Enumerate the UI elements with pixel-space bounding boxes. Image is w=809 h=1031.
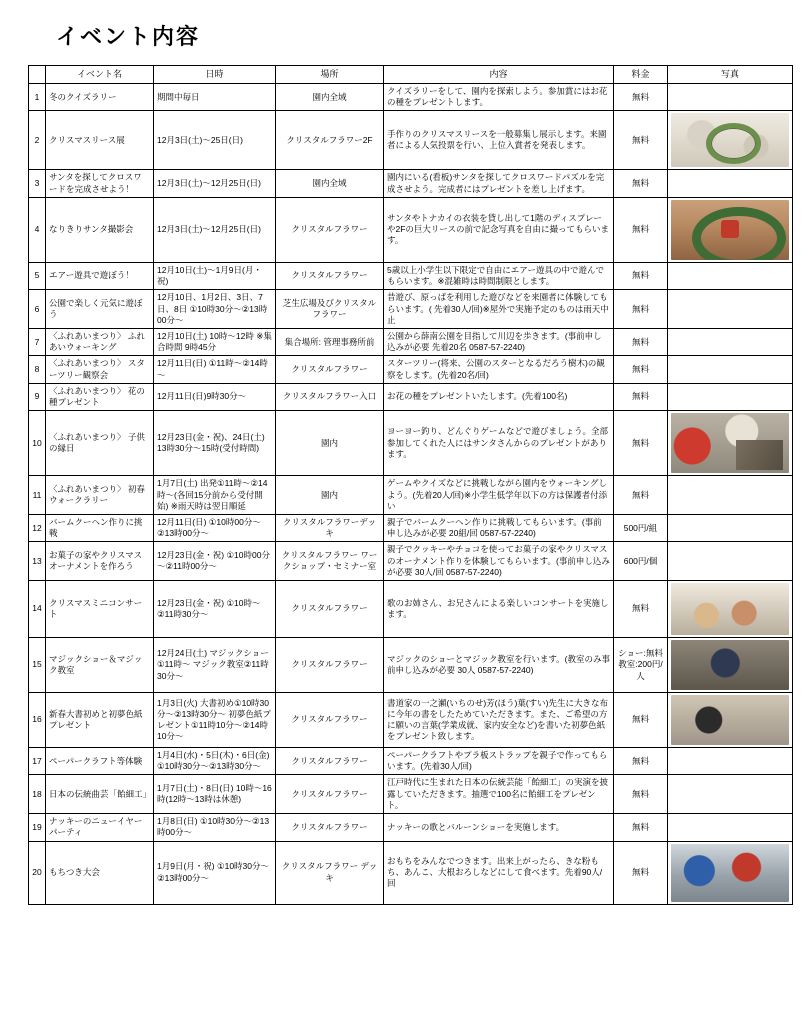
- event-name: もちつき大会: [46, 841, 154, 904]
- event-name: 〈ふれあいまつり〉 初春ウォークラリー: [46, 476, 154, 515]
- table-row: [29, 814, 793, 841]
- event-fee: 無料: [614, 197, 668, 262]
- event-description: おもちをみんなでつきます。出来上がったら、きな粉もち、あんこ、大根おろしなどにして食べます。先着90人/回: [384, 841, 614, 904]
- event-date: 1月9日(月・祝) ①10時30分～②13時00分～: [154, 841, 276, 904]
- event-place: クリスタルフラワー: [276, 693, 384, 748]
- event-fee: 無料: [614, 383, 668, 410]
- event-place: クリスタルフラワー: [276, 775, 384, 814]
- event-place: クリスタルフラワー: [276, 581, 384, 638]
- event-place: 園内全域: [276, 170, 384, 197]
- event-fee: 無料: [614, 356, 668, 383]
- event-fee: 無料: [614, 411, 668, 476]
- event-description: ペーパークラフトやプラ板ストラップを親子で作ってもらいます。(先着30人/回): [384, 748, 614, 775]
- row-number: 15: [29, 638, 46, 693]
- event-photo-cell: [668, 542, 793, 581]
- column-header-name: イベント名: [46, 66, 154, 84]
- event-photo-cell: [668, 514, 793, 541]
- event-description: 園内にいる(看板)サンタを探してクロスワードパズルを完成させよう。完成者にはプレゼントを差し上げます。: [384, 170, 614, 197]
- event-fee: 無料: [614, 748, 668, 775]
- table-row: [29, 356, 793, 383]
- event-photo-santa-wreath: [671, 200, 789, 260]
- row-number: 12: [29, 514, 46, 541]
- row-number: 11: [29, 476, 46, 515]
- event-name: クリスマスミニコンサート: [46, 581, 154, 638]
- event-description: 昔遊び、原っぱを利用した遊びなどを来園者に体験してもらいます。( 先着30人/回)※屋外で実施予定のものは雨天中止: [384, 290, 614, 329]
- event-date: 12月3日(土)～25日(日): [154, 111, 276, 170]
- event-name: ナッキーのニューイヤーパーティ: [46, 814, 154, 841]
- event-name: 〈ふれあいまつり〉 スターツリー観察会: [46, 356, 154, 383]
- event-place: 園内: [276, 476, 384, 515]
- event-date: 12月24日(土) マジックショー①11時～ マジック教室②11時30分～: [154, 638, 276, 693]
- event-date: 期間中毎日: [154, 84, 276, 111]
- column-header-desc: 内容: [384, 66, 614, 84]
- table-row: [29, 197, 793, 262]
- event-date: 12月3日(土)～12月25日(日): [154, 197, 276, 262]
- row-number: 2: [29, 111, 46, 170]
- event-date: 12月10日、1月2日、3日、7日、8日 ①10時30分～②13時00分～: [154, 290, 276, 329]
- event-photo-cell: [668, 262, 793, 289]
- event-photo-cell: [668, 111, 793, 170]
- event-place: クリスタルフラワー デッキ: [276, 841, 384, 904]
- event-description: 手作りのクリスマスリースを一般募集し展示します。来園者による人気投票を行い、上位入賞者を発表します。: [384, 111, 614, 170]
- event-photo-cell: [668, 197, 793, 262]
- event-fee: 無料: [614, 84, 668, 111]
- event-date: 12月10日(土)～1月9日(月・祝): [154, 262, 276, 289]
- event-photo-cell: [668, 638, 793, 693]
- event-place: クリスタルフラワー ワークショップ・セミナー室: [276, 542, 384, 581]
- event-description: 歌のお姉さん、お兄さんによる楽しいコンサートを実施します。: [384, 581, 614, 638]
- event-description: 5歳以上小学生以下限定で自由にエアー遊具の中で遊んでもらいます。※混雑時は時間制限とします。: [384, 262, 614, 289]
- event-description: 江戸時代に生まれた日本の伝統芸能「飴細工」の実演を披露していただきます。抽選で100名に飴細工をプレゼント。: [384, 775, 614, 814]
- event-date: 1月3日(火) 大書初め①10時30分～②13時30分～ 初夢色紙プレゼント①11時10分～②14時10分～: [154, 693, 276, 748]
- event-fee: 無料: [614, 328, 668, 355]
- event-description: クイズラリーをして、園内を探索しよう。参加賞にはお花の種をプレゼントします。: [384, 84, 614, 111]
- row-number: 14: [29, 581, 46, 638]
- event-name: 新春大書初めと初夢色紙プレゼント: [46, 693, 154, 748]
- event-place: 園内全域: [276, 84, 384, 111]
- event-photo-cell: [668, 748, 793, 775]
- row-number: 3: [29, 170, 46, 197]
- events-table: [28, 65, 793, 905]
- row-number: 13: [29, 542, 46, 581]
- row-number: 6: [29, 290, 46, 329]
- table-row: [29, 170, 793, 197]
- row-number: 17: [29, 748, 46, 775]
- event-date: 12月23日(金・祝) ①10時00分～②11時00分～: [154, 542, 276, 581]
- event-name: なりきりサンタ撮影会: [46, 197, 154, 262]
- row-number: 9: [29, 383, 46, 410]
- event-place: 芝生広場及びクリスタルフラワー: [276, 290, 384, 329]
- event-fee: 無料: [614, 111, 668, 170]
- event-name: 冬のクイズラリー: [46, 84, 154, 111]
- table-row: [29, 111, 793, 170]
- row-number: 7: [29, 328, 46, 355]
- table-row: [29, 383, 793, 410]
- event-date: 12月3日(土)～12月25日(日): [154, 170, 276, 197]
- table-row: [29, 542, 793, 581]
- event-place: クリスタルフラワー: [276, 262, 384, 289]
- table-row: [29, 748, 793, 775]
- table-row: [29, 411, 793, 476]
- event-place: 集合場所: 管理事務所前: [276, 328, 384, 355]
- event-name: 〈ふれあいまつり〉 子供の縁日: [46, 411, 154, 476]
- event-place: クリスタルフラワー入口: [276, 383, 384, 410]
- table-row: [29, 290, 793, 329]
- event-place: クリスタルフラワーデッキ: [276, 514, 384, 541]
- event-fee: 無料: [614, 476, 668, 515]
- row-number: 16: [29, 693, 46, 748]
- event-photo-cell: [668, 841, 793, 904]
- table-row: [29, 693, 793, 748]
- event-description: ヨーヨー釣り、どんぐりゲームなどで遊びましょう。全部参加してくれた人にはサンタさんからのプレゼントがあります。: [384, 411, 614, 476]
- row-number: 1: [29, 84, 46, 111]
- event-fee: 無料: [614, 775, 668, 814]
- event-place: クリスタルフラワー2F: [276, 111, 384, 170]
- event-fee: 600円/個: [614, 542, 668, 581]
- event-place: クリスタルフラワー: [276, 356, 384, 383]
- event-fee: 無料: [614, 170, 668, 197]
- event-date: 12月23日(金・祝)、24日(土) 13時30分～15時(受付時間): [154, 411, 276, 476]
- event-name: エアー遊具で遊ぼう！: [46, 262, 154, 289]
- event-fee: 無料: [614, 693, 668, 748]
- event-photo-calligraphy: [671, 695, 789, 745]
- row-number: 10: [29, 411, 46, 476]
- row-number: 8: [29, 356, 46, 383]
- row-number: 18: [29, 775, 46, 814]
- event-name: バームクーヘン作りに挑戦: [46, 514, 154, 541]
- event-photo-cell: [668, 328, 793, 355]
- event-fee: 500円/組: [614, 514, 668, 541]
- event-name: マジックショー＆マジック教室: [46, 638, 154, 693]
- event-place: クリスタルフラワー: [276, 748, 384, 775]
- event-photo-cell: [668, 84, 793, 111]
- event-date: 12月11日(日)9時30分～: [154, 383, 276, 410]
- event-date: 12月11日(日) ①11時～②14時～: [154, 356, 276, 383]
- row-number: 19: [29, 814, 46, 841]
- row-number: 4: [29, 197, 46, 262]
- event-description: お花の種をプレゼントいたします。(先着100名): [384, 383, 614, 410]
- event-photo-cell: [668, 170, 793, 197]
- event-photo-cell: [668, 290, 793, 329]
- event-date: 1月7日(土) 出発①11時～②14時～(各回15分前から受付開始) ※雨天時は翌日順延: [154, 476, 276, 515]
- event-description: スターツリー(将来、公園のスターとなるだろう樹木)の観察をします。(先着20名/回): [384, 356, 614, 383]
- event-photo-cell: [668, 476, 793, 515]
- page-title: イベント内容: [56, 24, 201, 49]
- event-name: お菓子の家やクリスマスオーナメントを作ろう: [46, 542, 154, 581]
- table-row: [29, 638, 793, 693]
- event-name: クリスマスリース展: [46, 111, 154, 170]
- table-row: [29, 841, 793, 904]
- event-photo-cell: [668, 383, 793, 410]
- column-header-date: 日時: [154, 66, 276, 84]
- event-photo-mochi: [671, 844, 789, 902]
- event-photo-magic: [671, 640, 789, 690]
- row-number: 20: [29, 841, 46, 904]
- event-date: 1月8日(日) ①10時30分～②13時00分～: [154, 814, 276, 841]
- event-name: サンタを探してクロスワードを完成させよう！: [46, 170, 154, 197]
- column-header-photo: 写真: [668, 66, 793, 84]
- event-photo-cell: [668, 814, 793, 841]
- table-row: [29, 328, 793, 355]
- event-description: マジックのショーとマジック教室を行います。(教室のみ事前申し込みが必要 30人 0587-57-2240): [384, 638, 614, 693]
- table-row: [29, 476, 793, 515]
- event-fee: ショー:無料 教室:200円/人: [614, 638, 668, 693]
- event-photo-cell: [668, 775, 793, 814]
- event-date: 1月7日(土)・8日(日) 10時～16時(12時～13時は休憩): [154, 775, 276, 814]
- table-row: [29, 84, 793, 111]
- event-description: ナッキーの歌とバルーンショーを実施します。: [384, 814, 614, 841]
- event-fee: 無料: [614, 290, 668, 329]
- event-photo-wreath-exhibition: [671, 113, 789, 167]
- event-description: ゲームやクイズなどに挑戦しながら園内をウォーキングしよう。(先着20人/回)※小学生低学年以下の方は保護者付添い: [384, 476, 614, 515]
- table-header-row: [29, 66, 793, 84]
- event-date: 1月4日(水)・5日(木)・6日(金) ①10時30分～②13時30分～: [154, 748, 276, 775]
- event-date: 12月23日(金・祝) ①10時～②11時30分～: [154, 581, 276, 638]
- event-description: 書道家の一之瀬(いちのせ)芳(ほう)葉(すい)先生に大きな布に今年の書をしたためていただきます。また、ご希望の方に願いの言葉(学業成就、家内安全など)を書いた初夢色紙をプレゼント致します。: [384, 693, 614, 748]
- event-fee: 無料: [614, 814, 668, 841]
- event-description: 親子でクッキーやチョコを使ってお菓子の家やクリスマスのオーナメント作りを体験してもらいます。(事前申し込みが必要 30人/回 0587-57-2240): [384, 542, 614, 581]
- event-place: 園内: [276, 411, 384, 476]
- events-table-body: [29, 84, 793, 905]
- event-date: 12月10日(土) 10時～12時 ※集合時間 9時45分: [154, 328, 276, 355]
- event-name: 公園で楽しく元気に遊ぼう: [46, 290, 154, 329]
- table-row: [29, 514, 793, 541]
- event-photo-kids-santa: [671, 413, 789, 473]
- event-photo-concert: [671, 583, 789, 635]
- event-place: クリスタルフラワー: [276, 638, 384, 693]
- event-name: 〈ふれあいまつり〉 ふれあいウォーキング: [46, 328, 154, 355]
- event-name: ペーパークラフト等体験: [46, 748, 154, 775]
- event-photo-cell: [668, 356, 793, 383]
- column-header-no: [29, 66, 46, 84]
- event-description: サンタやトナカイの衣装を貸し出して1階のディスプレー や2Fの巨大リースの前で記念写真を自由に撮ってもらいます。: [384, 197, 614, 262]
- event-name: 日本の伝統曲芸「飴細工」: [46, 775, 154, 814]
- row-number: 5: [29, 262, 46, 289]
- event-place: クリスタルフラワー: [276, 197, 384, 262]
- table-row: [29, 775, 793, 814]
- column-header-fee: 料金: [614, 66, 668, 84]
- event-photo-cell: [668, 581, 793, 638]
- event-photo-cell: [668, 693, 793, 748]
- table-row: [29, 581, 793, 638]
- event-place: クリスタルフラワー: [276, 814, 384, 841]
- event-photo-cell: [668, 411, 793, 476]
- event-description: 公園から薛南公園を目指して川辺を歩きます。(事前申し込みが必要 先着20名 0587-57-2240): [384, 328, 614, 355]
- event-date: 12月11日(日) ①10時00分～②13時00分～: [154, 514, 276, 541]
- table-row: [29, 262, 793, 289]
- event-description: 親子でバームクーヘン作りに挑戦してもらいます。(事前申し込みが必要 20組/回 0587-57-2240): [384, 514, 614, 541]
- column-header-place: 場所: [276, 66, 384, 84]
- event-fee: 無料: [614, 262, 668, 289]
- event-name: 〈ふれあいまつり〉 花の種プレゼント: [46, 383, 154, 410]
- event-fee: 無料: [614, 581, 668, 638]
- event-fee: 無料: [614, 841, 668, 904]
